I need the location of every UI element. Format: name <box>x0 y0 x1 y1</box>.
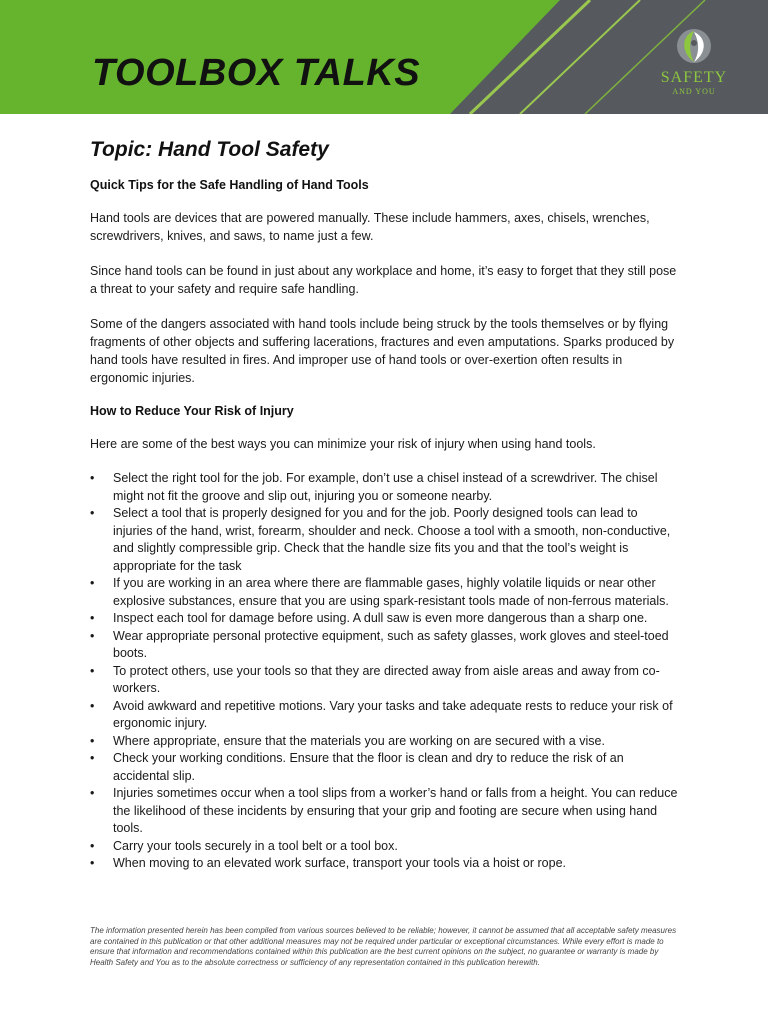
bullet-icon: • <box>90 576 95 590</box>
document-title: TOOLBOX TALKS <box>92 52 421 94</box>
paragraph: Hand tools are devices that are powered manually. These include hammers, axes, chisels, wrenches, screwdrivers, knives, and saws, to name just a few. <box>90 211 650 243</box>
list-item <box>90 610 680 628</box>
list-item <box>90 750 680 785</box>
intro-paragraph: Here are some of the best ways you can minimize your risk of injury when using hand tools. <box>90 437 596 451</box>
bullet-icon: • <box>90 506 95 520</box>
list-item <box>90 628 680 663</box>
list-item <box>90 663 680 698</box>
list-item-text: Inspect each tool for damage before using. A dull saw is even more dangerous than a sharp one. <box>113 611 648 625</box>
list-item-text: Where appropriate, ensure that the materials you are working on are secured with a vise. <box>113 733 605 748</box>
bullet-icon: • <box>90 471 95 485</box>
bullet-icon: • <box>90 856 95 870</box>
list-item-text: To protect others, use your tools so that they are directed away from aisle areas and away from co-workers. <box>113 663 660 695</box>
list-item <box>90 470 680 505</box>
list-item <box>90 855 680 873</box>
list-item <box>90 575 680 610</box>
footer-disclaimer: The information presented herein has been compiled from various sources believed to be reliable; however, it cannot be assumed that all acceptable safety measures are contained in this publication or that other additional measures may not be required under particular or exceptional circumstances. While every effort is made to ensure that information and recommendations contained within this publication are the best current opinions on the subject, no guarantee or warranty is made by Health Safety and You as to the absolute correctness or sufficiency of any representation contained in this publication herewith. <box>90 926 677 967</box>
list-item-text: Check your working conditions. Ensure that the floor is clean and dry to reduce the risk of an accidental slip. <box>113 751 624 783</box>
list-item <box>90 785 680 838</box>
list-item-text: Injuries sometimes occur when a tool slips from a worker’s hand or falls from a height. You can reduce the likelihood of these incidents by ensuring that your grip and footing are secure when using hand tools. <box>113 786 678 835</box>
bullet-icon: • <box>90 838 95 853</box>
paragraph: Some of the dangers associated with hand tools include being struck by the tools themselves or by flying fragments of other objects and suffering lacerations, fractures and even amputations. Sparks produced by hand tools have resulted in fires. And improper use of hand tools or over-exertion often results in ergonomic injuries. <box>90 317 675 385</box>
subheading-quick-tips: Quick Tips for the Safe Handling of Hand Tools <box>90 178 369 192</box>
bullet-icon: • <box>90 698 95 713</box>
bullet-icon: • <box>90 751 95 765</box>
safety-tips-list <box>90 470 680 873</box>
subheading-reduce-risk: How to Reduce Your Risk of Injury <box>90 404 294 418</box>
paragraph: Since hand tools can be found in just about any workplace and home, it’s easy to forget that they still pose a threat to your safety and require safe handling. <box>90 264 677 296</box>
list-item-text: Avoid awkward and repetitive motions. Vary your tasks and take adequate rests to reduce your risk of ergonomic injury. <box>113 698 673 730</box>
safety-logo <box>652 26 736 102</box>
bullet-icon: • <box>90 628 95 643</box>
bullet-icon: • <box>90 663 95 678</box>
shield-leaf-icon <box>652 26 736 70</box>
bullet-icon: • <box>90 611 95 625</box>
list-item <box>90 505 680 575</box>
list-item-text: If you are working in an area where there are flammable gases, highly volatile liquids or near other explosive substances, ensure that you are using spark-resistant tools made of non-ferrous materials. <box>113 576 669 608</box>
topic-heading: Topic: Hand Tool Safety <box>90 138 329 161</box>
bullet-icon: • <box>90 786 95 800</box>
list-item <box>90 733 680 751</box>
list-item-text: Select the right tool for the job. For example, don’t use a chisel instead of a screwdriver. The chisel might not fit the groove and slip out, injuring you or someone nearby. <box>113 471 658 503</box>
list-item <box>90 838 680 856</box>
list-item-text: Wear appropriate personal protective equipment, such as safety glasses, work gloves and steel-toed boots. <box>113 628 669 660</box>
header-banner <box>0 0 768 114</box>
list-item-text: Select a tool that is properly designed for you and for the job. Poorly designed tools can lead to injuries of the hand, wrist, forearm, shoulder and neck. Choose a tool with a smooth, non-conductive, and slightly compressible grip. Check that the handle size fits you and that the tool’s weight is appropriate for the task <box>113 506 671 573</box>
bullet-icon: • <box>90 733 95 748</box>
list-item <box>90 698 680 733</box>
logo-text-and-you: AND YOU <box>672 87 716 96</box>
list-item-text: When moving to an elevated work surface, transport your tools via a hoist or rope. <box>113 856 567 870</box>
logo-text-safety: SAFETY <box>660 69 728 86</box>
main-content <box>90 138 680 873</box>
list-item-text: Carry your tools securely in a tool belt or a tool box. <box>113 838 398 853</box>
